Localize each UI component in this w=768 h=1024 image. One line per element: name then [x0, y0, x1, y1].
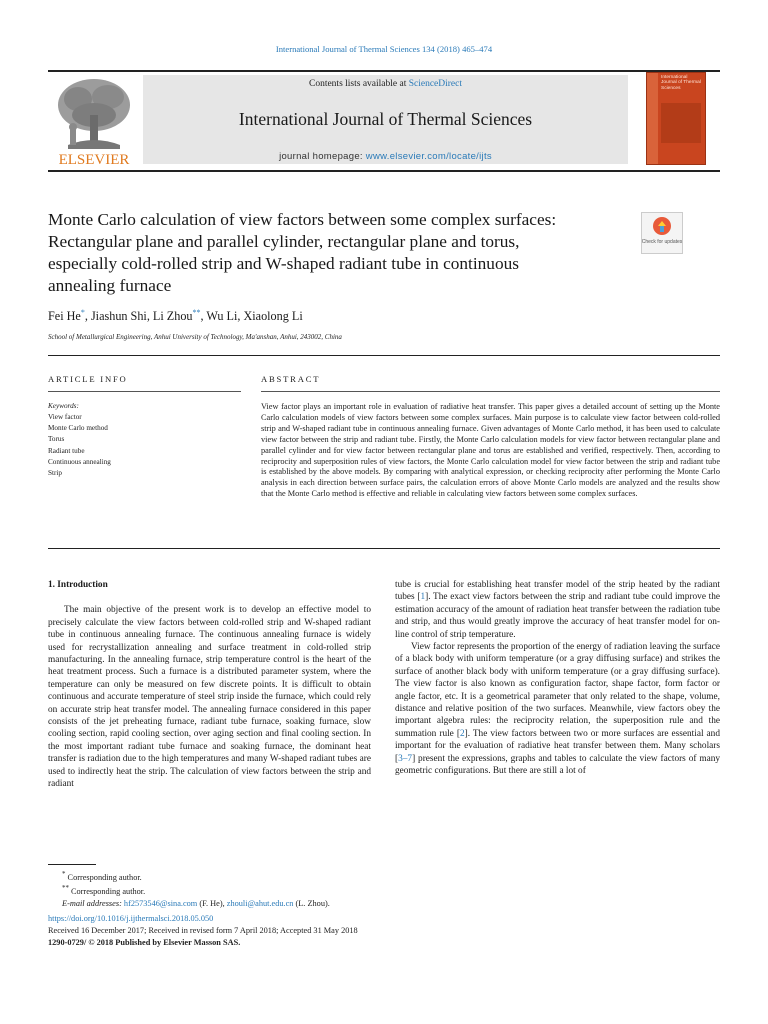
- text-span: View factor represents the proportion of the energy of radiation leaving the surface of a black body with uniform temperature (or a gray diffusing surface) and strikes the surface of another black body with uniform temperature (or a gray diffusing surface). The view factor is also known as configuration factor, shape factor, form factor or angle factor, etc. It is a geometrical parameter that only related to the shape, volume, distance and relative position of the two surfaces. Meanwhile, view factors obey the important algebra rules: the reciprocity relation, the superposition rule and the summation rule [: [395, 642, 720, 739]
- email-owner: (L. Zhou).: [293, 898, 330, 908]
- body-paragraph: [395, 641, 720, 777]
- text-span: tube is crucial for establishing heat transfer model of the strip heated by the radiant tubes [: [395, 580, 720, 603]
- keyword-item: Continuous annealing: [48, 457, 111, 466]
- author-list: [48, 308, 648, 324]
- citation-link[interactable]: 2: [459, 728, 465, 739]
- footnote-corresponding: * Corresponding author.: [62, 871, 142, 882]
- keyword-item: View factor: [48, 413, 82, 421]
- article-info-heading: ARTICLE INFO: [48, 374, 128, 384]
- author-name[interactable]: Jiashun Shi: [90, 309, 147, 324]
- author-separator: ,: [237, 309, 244, 324]
- cover-title: International Journal of Thermal Sciences: [661, 75, 701, 91]
- footnote-corresponding: ** Corresponding author.: [62, 885, 146, 897]
- author-name[interactable]: Li Zhou: [152, 309, 193, 324]
- author-mark[interactable]: **: [192, 308, 201, 317]
- header-bottom-rule: [48, 170, 720, 172]
- received-dates: Received 16 December 2017; Received in revised form 7 April 2018; Accepted 31 May 2018: [48, 926, 358, 935]
- author-name[interactable]: Fei He: [48, 309, 81, 324]
- keywords-label: Keywords:: [48, 402, 79, 410]
- keyword-item: Radiant tube: [48, 446, 85, 455]
- journal-cover-thumbnail[interactable]: [646, 72, 706, 165]
- email-label: E-mail addresses:: [62, 898, 124, 908]
- author-separator: ,: [200, 309, 207, 324]
- footnote-text: Corresponding author.: [67, 872, 142, 882]
- keyword-item: Strip: [48, 469, 62, 478]
- author-mark[interactable]: *: [80, 308, 85, 317]
- title-line: Monte Carlo calculation of view factors between some complex surfaces:: [48, 210, 557, 229]
- contents-prefix: Contents lists available at: [308, 79, 409, 89]
- citation-link[interactable]: 1: [420, 592, 426, 603]
- title-line: annealing furnace: [48, 276, 172, 295]
- citation-link[interactable]: 3–7: [398, 753, 413, 764]
- title-line: Rectangular plane and parallel cylinder, rectangular plane and torus,: [48, 232, 520, 251]
- footnote-emails: [48, 898, 720, 910]
- abstract-rule: [261, 391, 720, 392]
- affiliation: School of Metallurgical Engineering, Anhui University of Technology, Ma'anshan, Anhui, 243002, China: [48, 333, 342, 341]
- elsevier-logo: [48, 75, 140, 167]
- footnote-text: Corresponding author.: [70, 887, 146, 897]
- text-span: ]. The view factors between two or more surfaces are essential and important for the evaluation of radiative heat transfer between them. Many scholars [: [395, 728, 720, 764]
- section-heading: 1. Introduction: [48, 580, 108, 590]
- check-updates-label: Check for updates: [641, 239, 683, 245]
- footnote-rule: [48, 864, 96, 865]
- issn-copyright: 1290-0729/ © 2018 Published by Elsevier Masson SAS.: [48, 938, 241, 947]
- cover-image: [661, 103, 701, 143]
- text-span: ]. The exact view factors between the strip and radiant tube could improve the estimation accuracy of the amount of radiation heat transfer between the radiation tube and strip, and thus would greatly improve the accuracy of heat transfer model for on-line control of strip temperature.: [395, 592, 721, 640]
- cover-strip: [647, 73, 658, 164]
- email-link[interactable]: zhouli@ahut.edu.cn: [226, 898, 294, 908]
- check-for-updates-icon: [641, 212, 683, 254]
- email-owner: (F. He),: [197, 898, 227, 908]
- elsevier-tree-icon: [48, 75, 140, 167]
- abstract-bottom-rule: [48, 548, 720, 549]
- contents-available-line: [143, 79, 628, 89]
- homepage-prefix: journal homepage:: [279, 151, 366, 162]
- body-right-column: [395, 579, 720, 778]
- sciencedirect-link[interactable]: ScienceDirect: [408, 79, 462, 89]
- title-line: especially cold-rolled strip and W-shaped radiant tube in continuous: [48, 254, 519, 273]
- journal-homepage-link[interactable]: www.elsevier.com/locate/ijts: [365, 151, 492, 162]
- doi-link[interactable]: https://doi.org/10.1016/j.ijthermalsci.2018.05.050: [48, 914, 214, 923]
- elsevier-wordmark: ELSEVIER: [58, 152, 130, 167]
- author-name[interactable]: Wu Li: [206, 309, 238, 324]
- abstract-text: View factor plays an important role in evaluation of radiative heat transfer. This paper gives a detailed account of setting up the Monte Carlo calculation models of view factors between some complex surfaces. Main purpose is to calculate view factor between cold-rolled strip and W-shaped radiant tube in continuous annealing furnace. Given advantages of Monte Carlo method, it has been used to calculate view factor between the strip and radiant tube. Firstly, the Monte Carlo calculation models for view factor between rectangular plane and parallel cylinder and for view factor between rectangular plane and torus are established and verified, respectively. Then, according to reciprocity and superposition rules of view factors, the Monte Carlo calculation model for view factor between the strip and radiant tube is established by the above models. By comparing with analytical expression, or checking reciprocity after performing the Monte Carlo analysis in each direction between surface pairs, the calculation errors of above Monte Carlo models are analyzed and the results show that the Monte Carlo method is effective and reliable in calculating view factors between some complex surfaces.: [261, 402, 720, 499]
- title-bottom-rule: [48, 355, 720, 356]
- body-left-column: [48, 579, 371, 791]
- body-paragraph: [395, 579, 720, 641]
- keyword-item: Torus: [48, 435, 65, 444]
- abstract-heading: ABSTRACT: [261, 374, 321, 384]
- email-link[interactable]: hf2573546@sina.com: [123, 898, 198, 908]
- check-for-updates-button[interactable]: [641, 212, 683, 254]
- footnotes: [48, 869, 720, 909]
- journal-name: International Journal of Thermal Sciences: [238, 109, 533, 129]
- author-name[interactable]: Xiaolong Li: [243, 309, 303, 324]
- keyword-list: [48, 412, 111, 479]
- journal-citation-link[interactable]: International Journal of Thermal Sciences 134 (2018) 465–474: [275, 44, 493, 54]
- article-info-rule: [48, 391, 241, 392]
- text-span: ] present the expressions, graphs and tables to calculate the view factors of many geometric configurations. But there are still a lot of: [395, 753, 720, 777]
- article-title: [48, 209, 638, 297]
- author-separator: ,: [84, 309, 91, 324]
- author-separator: ,: [146, 309, 153, 324]
- header-top-rule: [48, 70, 720, 72]
- journal-homepage-line: [143, 151, 628, 162]
- keyword-item: Monte Carlo method: [48, 424, 108, 433]
- body-paragraph: The main objective of the present work is to develop an effective model to precisely calculate the view factors between cold-rolled strip and W-shaped radiant tube in continuous annealing furnace. The continuous annealing furnace is widely used for recrystallization annealing and surface treatment in cold-rolled strip manufacturing. In the annealing furnace, strip temperature control is the heart of the heat treatment process. Such a furnace is a distributed parameter system, where the temperature can only be measured on few discrete points. It is difficult to obtain continuous and accurate temperature of steel strip inside the furnace, which could rely on accurate strip heat transfer model. The annealing furnace considered in this paper consists of the jet preheating furnace, radiant tube furnace, soaking furnace, slow cooling section, rapid cooling section, over aging section and final cooling section. In the most important radiant tube furnace and soaking furnace, the dominant heat transfer is radiation due to the high temperatures and many W-shaped radiant tubes are used to indirectly heat the strip. The calculation of view factors between the strip and radiant: [48, 605, 371, 790]
